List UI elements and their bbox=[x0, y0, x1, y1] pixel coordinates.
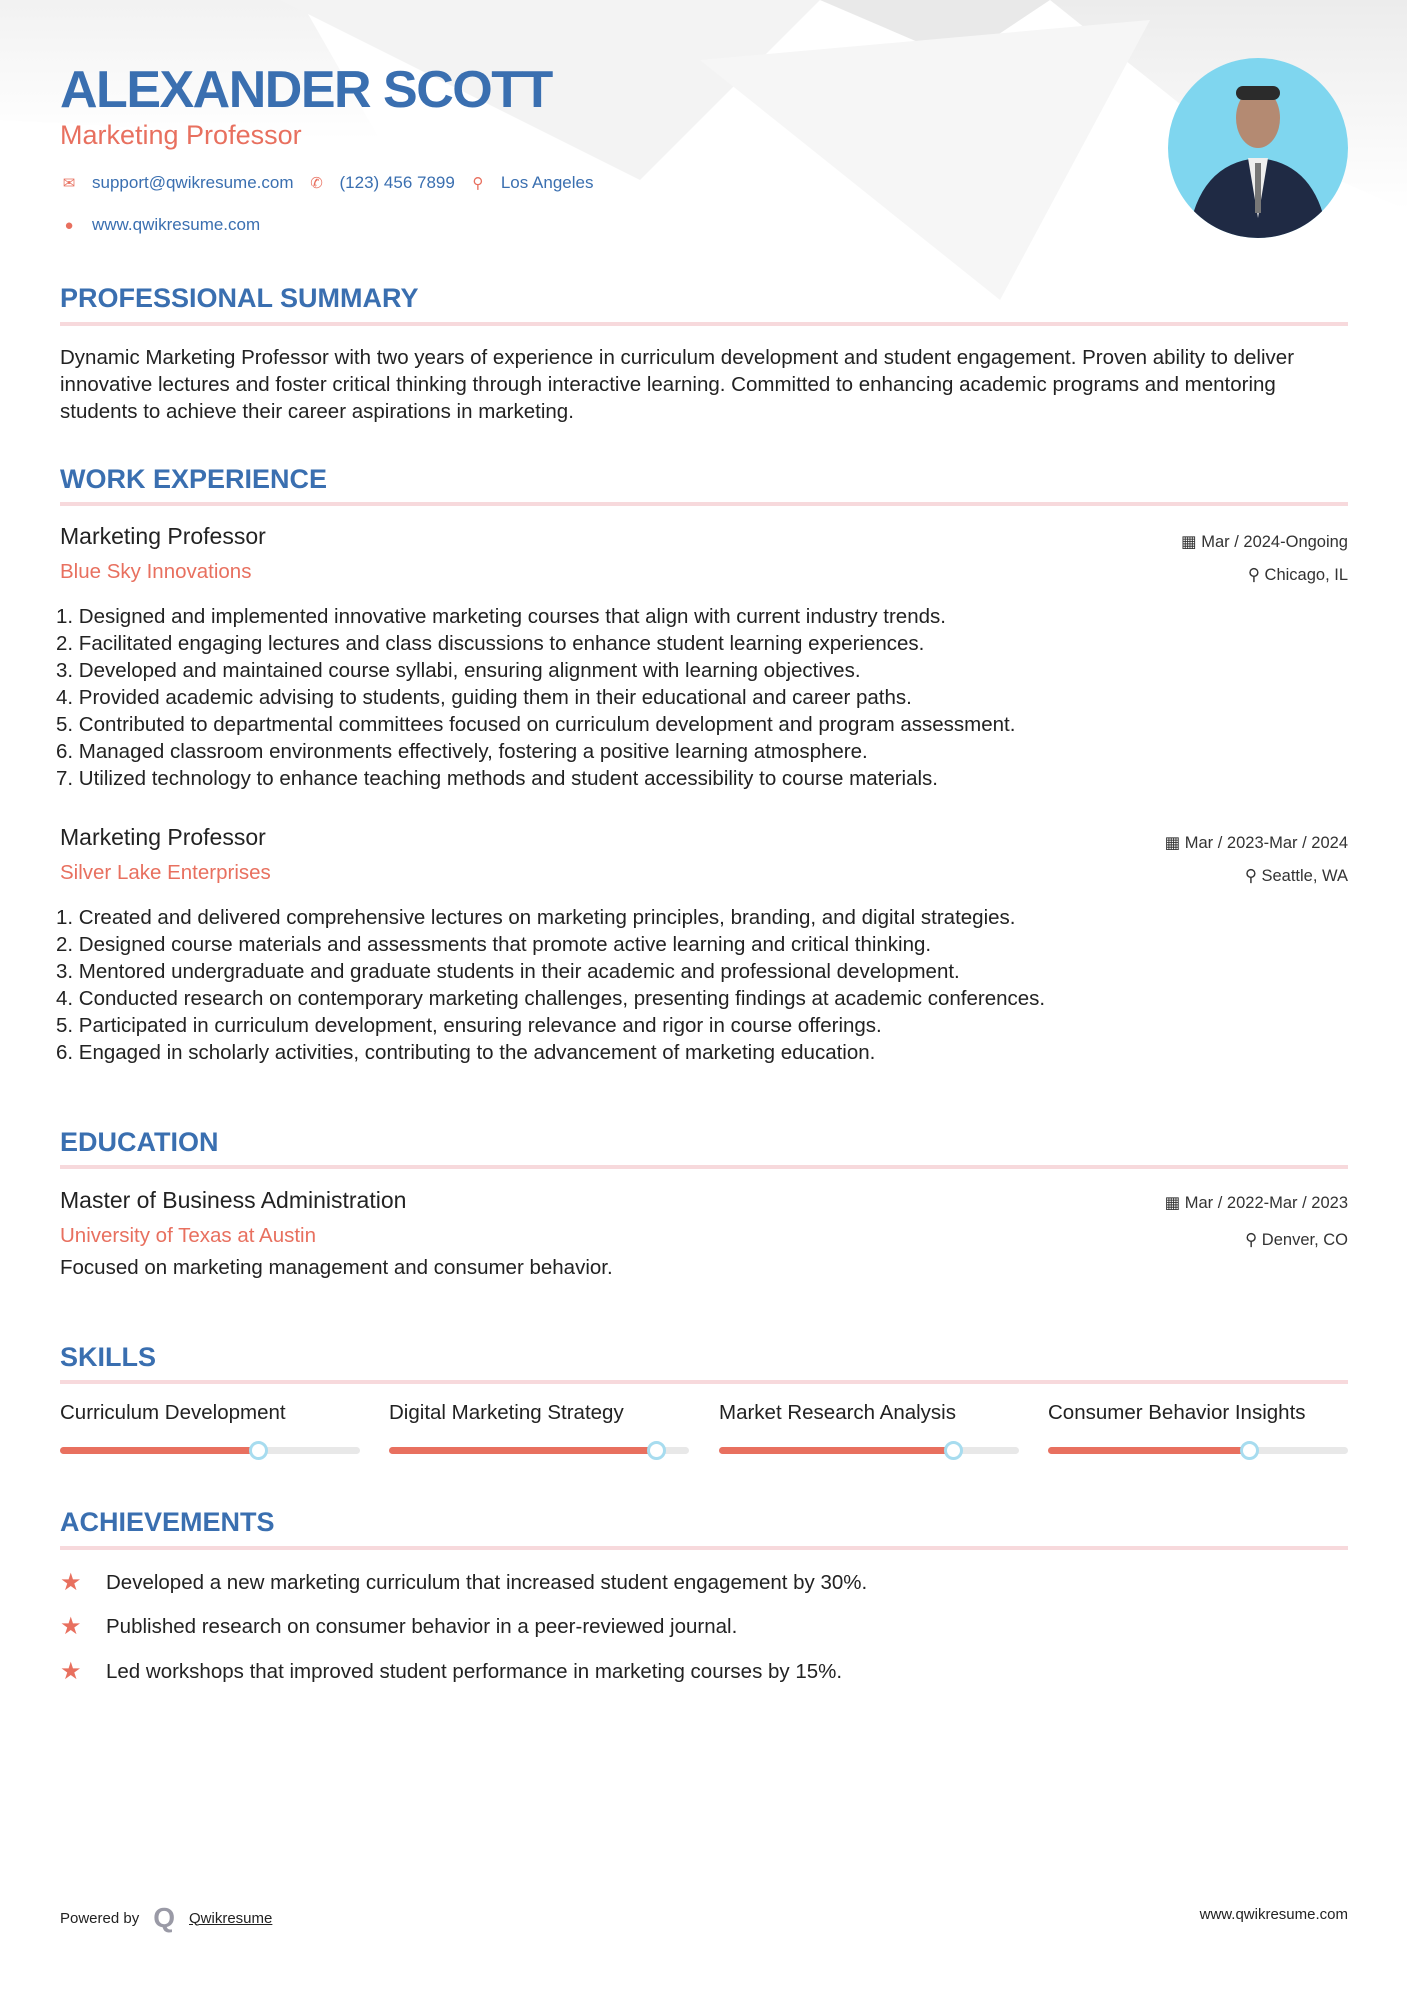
job-title: Marketing Professor bbox=[60, 824, 266, 850]
skill-bar-knob bbox=[944, 1441, 963, 1460]
company-name: Silver Lake Enterprises bbox=[60, 861, 271, 884]
achievement-item bbox=[60, 1568, 867, 1597]
phone-text: (123) 456 7899 bbox=[339, 173, 455, 192]
skill-name: Market Research Analysis bbox=[719, 1401, 956, 1424]
skill-item bbox=[1048, 1401, 1348, 1454]
star-icon: ★ bbox=[60, 1658, 82, 1685]
skills-heading: SKILLS bbox=[60, 1342, 157, 1372]
education-entry bbox=[60, 1187, 1348, 1280]
bullet: 6. Managed classroom environments effectively, fostering a positive learning atmosphere. bbox=[56, 740, 868, 763]
skill-item bbox=[719, 1401, 1019, 1454]
bullet: 6. Engaged in scholarly activities, contributing to the advancement of marketing education. bbox=[56, 1041, 876, 1064]
bullet: 4. Conducted research on contemporary marketing challenges, presenting findings at academic conferences. bbox=[56, 987, 1046, 1010]
candidate-title: Marketing Professor bbox=[60, 120, 302, 150]
summary-text: Dynamic Marketing Professor with two years of experience in curriculum development and student engagement. Proven ability to deliver innovative lectures and foster critical thinking through interactive learning. Committed to enhancing academic programs and mentoring students to achieve their career aspirations in marketing. bbox=[60, 346, 1295, 423]
website-row bbox=[60, 215, 260, 235]
bullet: 1. Created and delivered comprehensive lectures on marketing principles, branding, and digital strategies. bbox=[56, 906, 1016, 929]
skill-bar-knob bbox=[249, 1441, 268, 1460]
skill-bar bbox=[60, 1447, 360, 1454]
divider bbox=[60, 1165, 1348, 1169]
calendar-icon: ▦ bbox=[1181, 533, 1202, 551]
skill-bar bbox=[1048, 1447, 1348, 1454]
summary-heading: PROFESSIONAL SUMMARY bbox=[60, 283, 419, 313]
email-link[interactable]: support@qwikresume.com bbox=[92, 173, 294, 192]
job-title: Marketing Professor bbox=[60, 523, 266, 549]
candidate-name: ALEXANDER SCOTT bbox=[60, 61, 552, 119]
skill-name: Digital Marketing Strategy bbox=[389, 1401, 624, 1424]
divider bbox=[60, 1380, 1348, 1384]
pin-icon: ⚲ bbox=[1247, 566, 1265, 584]
footer-website[interactable]: www.qwikresume.com bbox=[1199, 1906, 1348, 1923]
skill-item bbox=[389, 1401, 689, 1454]
website-link[interactable]: www.qwikresume.com bbox=[92, 215, 261, 234]
bullet: 3. Developed and maintained course syllabi, ensuring alignment with learning objectives. bbox=[56, 659, 861, 682]
job-location: Chicago, IL bbox=[1264, 566, 1348, 584]
pin-icon: ⚲ bbox=[1245, 1231, 1262, 1249]
bullet: 2. Designed course materials and assessments that promote active learning and critical thinking. bbox=[56, 933, 932, 956]
skill-bar-knob bbox=[1240, 1441, 1259, 1460]
skill-bar-fill bbox=[1048, 1447, 1249, 1454]
achievement-text: Led workshops that improved student performance in marketing courses by 15%. bbox=[106, 1659, 843, 1683]
job-location: Seattle, WA bbox=[1261, 867, 1348, 885]
calendar-icon: ▦ bbox=[1164, 1194, 1185, 1212]
company-name: Blue Sky Innovations bbox=[60, 560, 252, 583]
bullet: 2. Facilitated engaging lectures and class discussions to enhance student learning experiences. bbox=[56, 632, 925, 655]
bullet: 1. Designed and implemented innovative marketing courses that align with current industry trends. bbox=[56, 605, 946, 628]
skill-bar bbox=[389, 1447, 689, 1454]
achievement-item bbox=[60, 1612, 737, 1641]
footer-brand bbox=[60, 1902, 272, 1934]
star-icon: ★ bbox=[60, 1613, 82, 1640]
bullet: 7. Utilized technology to enhance teaching methods and student accessibility to course materials. bbox=[56, 767, 939, 790]
bullet: 4. Provided academic advising to students, guiding them in their educational and career paths. bbox=[56, 686, 912, 709]
bullet: 5. Participated in curriculum development, ensuring relevance and rigor in course offerings. bbox=[56, 1014, 882, 1037]
pin-icon: ⚲ bbox=[1244, 867, 1262, 885]
achievement-text: Published research on consumer behavior in a peer-reviewed journal. bbox=[106, 1614, 738, 1638]
star-icon: ★ bbox=[60, 1569, 82, 1596]
skill-item bbox=[60, 1401, 360, 1454]
skill-bar bbox=[719, 1447, 1019, 1454]
achievements-heading: ACHIEVEMENTS bbox=[60, 1507, 275, 1537]
skill-bar-fill bbox=[719, 1447, 953, 1454]
globe-icon: ● bbox=[64, 216, 74, 234]
skill-name: Consumer Behavior Insights bbox=[1048, 1401, 1306, 1424]
qwikresume-logo-icon: Q bbox=[153, 1902, 175, 1933]
job-bullets bbox=[56, 603, 1356, 792]
bullet: 3. Mentored undergraduate and graduate students in their academic and professional development. bbox=[56, 960, 960, 983]
job-bullets bbox=[56, 904, 1356, 1066]
email-icon: ✉ bbox=[62, 175, 76, 192]
divider bbox=[60, 502, 1348, 506]
brand-link[interactable]: Qwikresume bbox=[189, 1909, 273, 1927]
education-description: Focused on marketing management and consumer behavior. bbox=[60, 1256, 613, 1279]
achievement-item bbox=[60, 1657, 842, 1686]
education-heading: EDUCATION bbox=[60, 1127, 219, 1157]
job-date: Mar / 2023-Mar / 2024 bbox=[1184, 834, 1348, 852]
divider bbox=[60, 1546, 1348, 1550]
degree: Master of Business Administration bbox=[60, 1187, 407, 1213]
skill-bar-fill bbox=[60, 1447, 258, 1454]
job-date: Mar / 2024-Ongoing bbox=[1201, 533, 1348, 551]
divider bbox=[60, 322, 1348, 326]
powered-by-text: Powered by bbox=[60, 1909, 140, 1927]
experience-heading: WORK EXPERIENCE bbox=[60, 464, 328, 494]
profile-photo bbox=[1168, 58, 1348, 238]
contact-row bbox=[60, 173, 593, 193]
education-location: Denver, CO bbox=[1261, 1231, 1348, 1249]
school: University of Texas at Austin bbox=[60, 1224, 316, 1247]
education-date: Mar / 2022-Mar / 2023 bbox=[1184, 1194, 1348, 1212]
skill-name: Curriculum Development bbox=[60, 1401, 286, 1424]
phone-icon: ✆ bbox=[310, 175, 323, 192]
location-text: Los Angeles bbox=[500, 173, 594, 192]
calendar-icon: ▦ bbox=[1164, 834, 1185, 852]
job-entry bbox=[56, 824, 1348, 1064]
job-entry bbox=[56, 523, 1348, 790]
bullet: 5. Contributed to departmental committees focused on curriculum development and program assessment. bbox=[56, 713, 1016, 736]
skill-bar-knob bbox=[647, 1441, 666, 1460]
achievement-text: Developed a new marketing curriculum that increased student engagement by 30%. bbox=[106, 1570, 868, 1594]
location-icon: ⚲ bbox=[472, 175, 484, 192]
skill-bar-fill bbox=[389, 1447, 656, 1454]
